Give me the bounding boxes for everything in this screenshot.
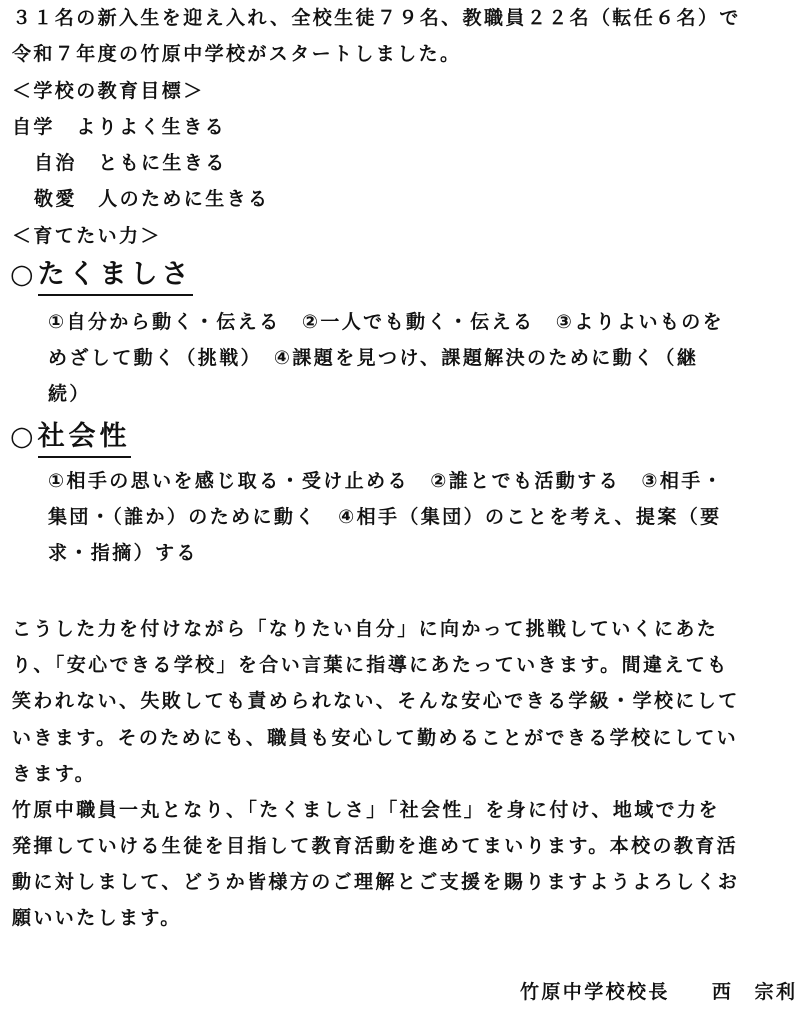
principal-name: 西 宗利 — [711, 981, 798, 1003]
section-text-line: 求・指摘）する — [48, 542, 198, 564]
education-goals-heading: ＜学校の教育目標＞ — [12, 80, 205, 102]
section-text-line: 続） — [48, 383, 91, 405]
section-text-line: ①自分から動く・伝える ②一人でも動く・伝える ③よりよいものを — [48, 311, 725, 333]
body-paragraph-2-line: 願いいたします。 — [12, 907, 182, 929]
intro-line-1: ３１名の新入生を迎え入れ、全校生徒７９名、教職員２２名（転任６名）で — [12, 7, 741, 29]
section-text-line: めざして動く（挑戦） ④課題を見つけ、課題解決のために動く（継 — [48, 347, 699, 369]
principal-title: 竹原中学校校長 — [520, 981, 670, 1003]
goal-item: 敬愛 人のために生きる — [34, 188, 270, 210]
intro-line-2: 令和７年度の竹原中学校がスタートしました。 — [12, 43, 462, 65]
circle-mark: ○ — [10, 421, 38, 452]
body-paragraph-1-line: きます。 — [12, 763, 97, 785]
body-paragraph-1-line: こうした力を付けながら「なりたい自分」に向かって挑戦していくにあた — [12, 618, 719, 640]
goal-item: 自学 よりよく生きる — [12, 116, 227, 138]
section-text-line: 集団・（誰か）のために動く ④相手（集団）のことを考え、提案（要 — [48, 506, 722, 528]
body-paragraph-2-line: 発揮していける生徒を目指して教育活動を進めてまいります。本校の教育活 — [12, 835, 739, 857]
circle-mark: ○ — [10, 259, 38, 290]
abilities-heading: ＜育てたい力＞ — [12, 225, 162, 247]
body-paragraph-2-line: 竹原中職員一丸となり、「たくましさ」「社会性」を身に付け、地域で力を — [12, 799, 720, 821]
section-text-line: ①相手の思いを感じ取る・受け止める ②誰とでも活動する ③相手・ — [48, 470, 725, 492]
signature — [520, 980, 797, 1004]
section-title: たくましさ — [38, 258, 193, 296]
section-title: 社会性 — [38, 420, 131, 458]
section-heading-shakaisei — [10, 420, 131, 458]
goal-item: 自治 ともに生きる — [34, 152, 227, 174]
section-heading-takumashisa — [10, 258, 193, 296]
body-paragraph-1-line: 笑われない、失敗しても責められない、そんな安心できる学級・学校にして — [12, 690, 740, 712]
body-paragraph-1-line: り、「安心できる学校」を合い言葉に指導にあたっていきます。間違えても — [12, 654, 729, 676]
body-paragraph-1-line: いきます。そのためにも、職員も安心して勤めることができる学校にしてい — [12, 727, 739, 749]
body-paragraph-2-line: 動に対しまして、どうか皆様方のご理解とご支援を賜りますようよろしくお — [12, 871, 740, 893]
